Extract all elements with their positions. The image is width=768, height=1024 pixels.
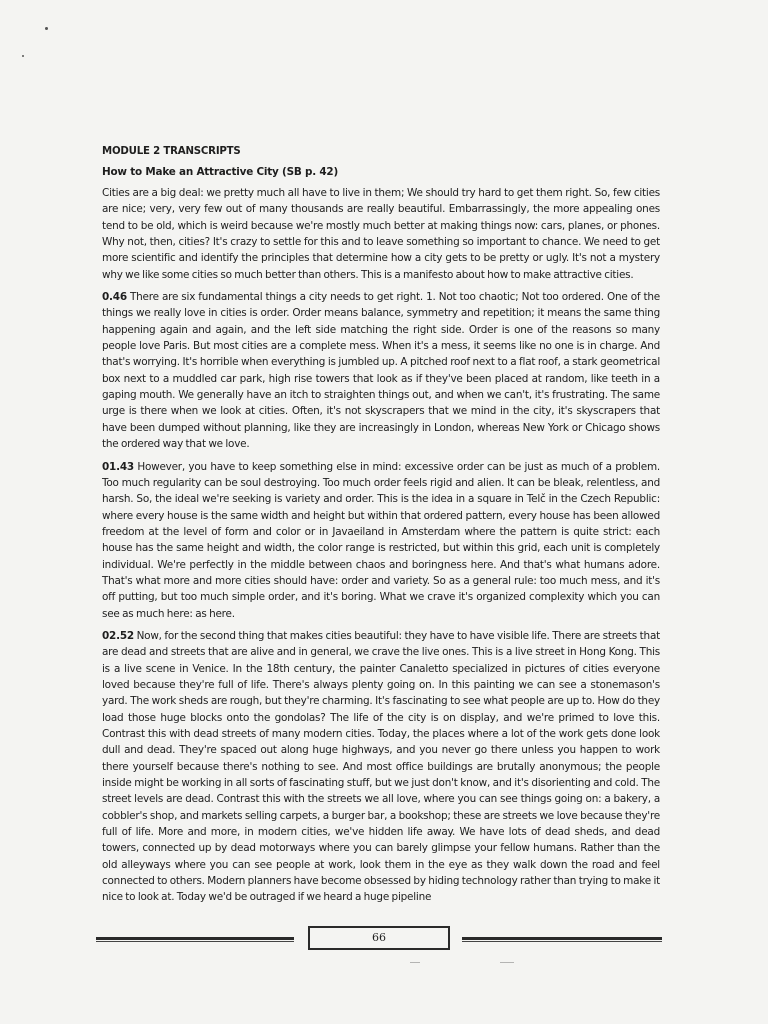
timestamp: 01.43 bbox=[102, 460, 134, 473]
transcript-page bbox=[102, 146, 660, 912]
paragraph-intro bbox=[102, 185, 660, 283]
paragraph-text: Cities are a big deal: we pretty much all have to live in them; We should try hard to get them right. So, few cities are nice; very, very few out of many thousands are really beautiful. Embarrassingly, the more appealing ones tend to be old, which is weird because we're mostly much better at making things now: cars, planes, or phones. Why not, then, cities? It's crazy to settle for this and to leave something so important to chance. We need to get more scientific and identify the principles that determine how a city gets to be pretty or ugly. It's not a mystery why we like some cities so much better than others. This is a manifesto about how to make attractive cities. bbox=[102, 187, 660, 281]
footer-rule-left bbox=[96, 937, 294, 940]
footer-rule-right-thin bbox=[462, 941, 662, 942]
scan-speck bbox=[22, 55, 24, 57]
paragraph-text: There are six fundamental things a city needs to get right. 1. Not too chaotic; Not too ordered. One of the things we really love in cities is order. Order means balance, symmetry and repetition; it means the same thing happening again and again, and the left side matching the right side. Order is one of the reasons so many people love Paris. But most cities are a complete mess. When it's a mess, it seems like no one is in charge. And that's worrying. It's horrible when everything is jumbled up. A pitched roof next to a flat roof, a stark geometrical box next to a muddled car park, high rise towers that look as if they've been placed at random, like teeth in a gaping mouth. We generally have an itch to straighten things out, and when we can't, it's frustrating. The same urge is there when we look at cities. Often, it's not skyscrapers that we mind in the city, it's skyscrapers that have been dumped without planning, like they are increasingly in London, whereas New York or Chicago shows the ordered way that we love. bbox=[102, 291, 660, 451]
module-title: MODULE 2 TRANSCRIPTS bbox=[102, 146, 241, 157]
page-number: 66 bbox=[372, 931, 386, 944]
paragraph-text: Now, for the second thing that makes cities beautiful: they have to have visible life. There are streets that are dead and streets that are alive and in general, we crave the live ones. This is a live street in Hong Kong. This is a live scene in Venice. In the 18th century, the painter Canaletto specialized in pictures of cities everyone loved because they're full of life. There's always plenty going on. In this painting we can see a stonemason's yard. The work sheds are rough, but they're charming. It's fascinating to see what people are up to. How do they load those huge blocks onto the gondolas? The life of the city is on display, and we're primed to love this. Contrast this with dead streets of many modern cities. Today, the places where a lot of the work gets done look dull and dead. They're spaced out along huge highways, and you never go there unless you happen to work there yourself because there's nothing to see. And most office buildings are brutally anonymous; the people inside might be working in all sorts of fascinating stuff, but we just don't know, and it's disorienting and cold. The street levels are dead. Contrast this with the streets we all love, where you can see things going on: a bakery, a cobbler's shop, and markets selling carpets, a burger bar, a bookshop; these are streets we love because they're full of life. More and more, in modern cities, we've hidden life away. We have lots of dead sheds, and dead towers, connected up by dead motorways where you can barely glimpse your fellow humans. Rather than the old alleyways where you can see people at work, look them in the eye as they walk down the road and feel connected to others. Modern planners have become obsessed by hiding technology rather than trying to make it nice to look at. Today we'd be outraged if we heard a huge pipeline bbox=[102, 629, 660, 904]
scan-speck bbox=[45, 27, 48, 30]
page-number-box bbox=[308, 926, 450, 950]
footer-rule-left-thin bbox=[96, 941, 294, 942]
paragraph-01-43 bbox=[102, 459, 660, 622]
timestamp: 0.46 bbox=[102, 291, 127, 304]
scan-noise bbox=[500, 962, 514, 963]
paragraph-02-52 bbox=[102, 628, 660, 906]
paragraph-0-46 bbox=[102, 289, 660, 452]
page-footer bbox=[96, 926, 662, 952]
paragraph-text: However, you have to keep something else in mind: excessive order can be just as much of a problem. Too much regularity can be soul destroying. Too much order feels rigid and alien. It can be bleak, relentless, and harsh. So, the ideal we're seeking is variety and order. This is the idea in a square in Telč in the Czech Republic: where every house is the same width and height but within that ordered pattern, every house has been allowed freedom at the level of form and color or in Javaeiland in Amsterdam where the pattern is quite strict: each house has the same height and width, the color range is restricted, but within this grid, each unit is completely individual. We're perfectly in the middle between chaos and boringness here. And that's what humans adore. That's what more and more cities should have: order and variety. So as a general rule: too much mess, and it's off putting, but too much simple order, and it's boring. What we crave it's organized complexity which you can see as much here: as here. bbox=[102, 460, 660, 620]
timestamp: 02.52 bbox=[102, 629, 134, 642]
footer-rule-right bbox=[462, 937, 662, 940]
document-title: How to Make an Attractive City (SB p. 42) bbox=[102, 166, 339, 178]
scan-noise bbox=[410, 962, 420, 963]
